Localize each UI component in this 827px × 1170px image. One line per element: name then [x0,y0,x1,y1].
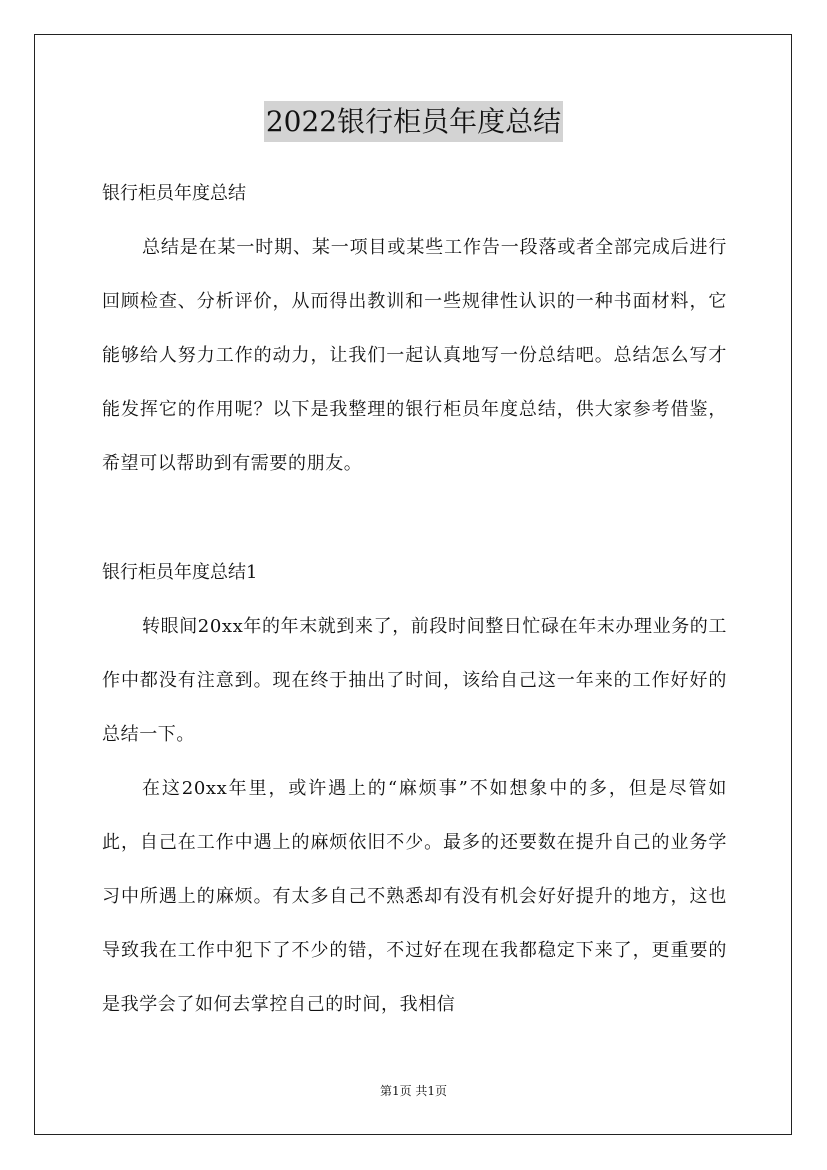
intro-paragraph: 总结是在某一时期、某一项目或某些工作告一段落或者全部完成后进行回顾检查、分析评价，从而得出教训和一些规律性认识的一种书面材料，它能够给人努力工作的动力，让我们一起认真地写一份总结吧。总结怎么写才能发挥它的作用呢？以下是我整理的银行柜员年度总结，供大家参考借鉴，希望可以帮助到有需要的朋友。 [102,237,727,474]
body-paragraph-2: 在这20xx年里，或许遇上的“麻烦事”不如想象中的多，但是尽管如此，自己在工作中遇上的麻烦依旧不少。最多的还要数在提升自己的业务学习中所遇上的麻烦。有太多自己不熟悉却有没有机会好好提升的地方，这也导致我在工作中犯下了不少的错，不过好在现在我都稳定下来了，更重要的是我学会了如何去掌控自己的时间，我相信 [102,778,727,1015]
body-paragraph-1: 转眼间20xx年的年末就到来了，前段时间整日忙碌在年末办理业务的工作中都没有注意到。现在终于抽出了时间，该给自己这一年来的工作好好的总结一下。 [102,616,728,745]
section-heading-1: 银行柜员年度总结1 [102,562,258,583]
document-title: 2022银行柜员年度总结 [264,101,563,142]
title-container [0,101,827,142]
intro-heading: 银行柜员年度总结 [102,183,246,204]
page-footer: 第1页 共1页 [379,1084,448,1098]
